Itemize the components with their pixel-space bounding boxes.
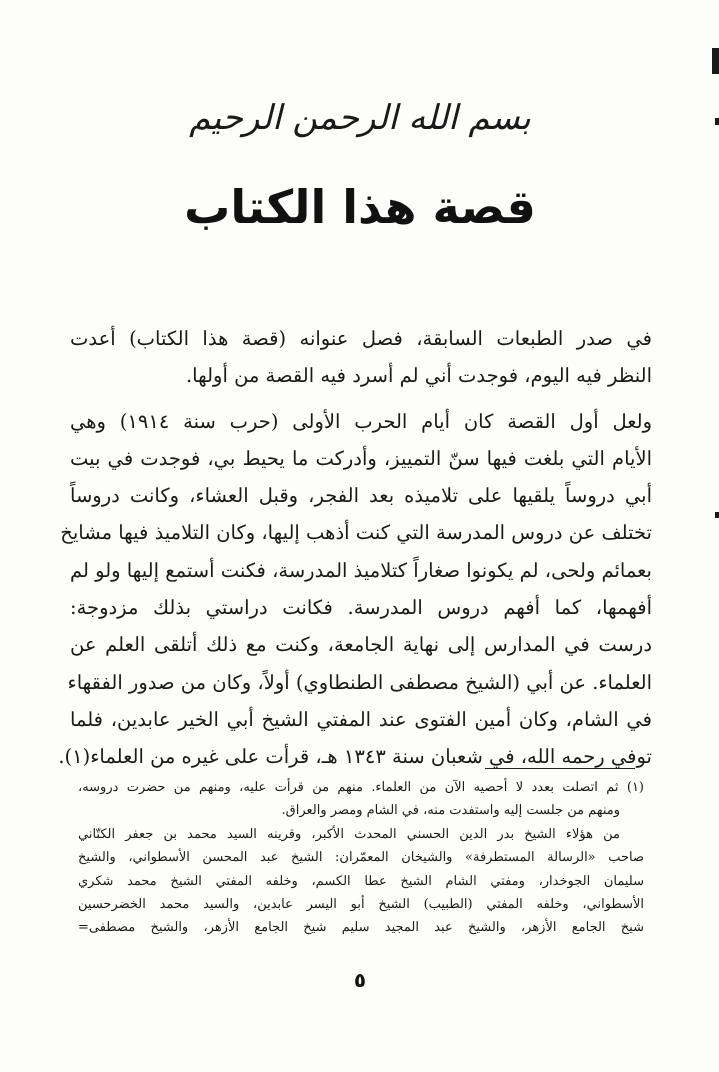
- body-line: بعمائم ولحى، لم يكونوا صغاراً كتلاميذ المدرسة، فكنت أستمع إليها ولو لم: [70, 558, 652, 582]
- footnote-line: صاحب «الرسالة المستطرفة» والشيخان المعمّران: الشيخ عبد المحسن الأسطواني، والشيخ: [78, 850, 644, 866]
- body-line: في الشام، وكان أمين الفتوى عند المفتي الشيخ أبي الخير عابدين، فلما: [70, 707, 652, 731]
- footnote-line: من هؤلاء الشيخ بدر الدين الحسني المحدث الأكبر، وقرينه السيد محمد بن جعفر الكتّاني: [78, 826, 620, 842]
- body-line: في صدر الطبعات السابقة، فصل عنوانه (قصة هذا الكتاب) أعدت: [70, 327, 652, 350]
- page-edge-mark: [712, 48, 719, 74]
- footnote-line: شيخ الجامع الأزهر، والشيخ عبد المجيد سليم شيخ الجامع الأزهر، والشيخ مصطفى=: [78, 920, 644, 936]
- body-line: الأيام التي بلغت فيها سنّ التمييز، وأدركت ما يحيط بي، فوجدت في بيت: [70, 446, 652, 470]
- page-edge-mark: [715, 118, 719, 125]
- footnote-line: الأسطواني، وخلفه المفتي (الطبيب) الشيخ أبو اليسر عابدين، والسيد محمد الخضرحسين: [78, 896, 644, 912]
- footnote-line: سليمان الجوخدار، ومفتي الشام الشيخ عطا الكسم، وخلفه المفتي الشيخ محمد شكري: [78, 873, 644, 889]
- body-line: درست في المدارس إلى نهاية الجامعة، وكنت مع ذلك أتلقى العلم عن: [70, 633, 652, 657]
- footnote-separator: [485, 768, 635, 769]
- page-number: ٥: [353, 968, 367, 992]
- body-line: العلماء. عن أبي (الشيخ مصطفى الطنطاوي) أولاً، وكان من صدور الفقهاء: [67, 670, 652, 694]
- body-line: النظر فيه اليوم، فوجدت أني لم أسرد فيه القصة من أولها.: [185, 364, 652, 388]
- footnote-line: ومنهم من جلست إليه واستفدت منه، في الشام ومصر والعراق.: [281, 803, 620, 819]
- body-text: [58, 320, 652, 776]
- body-line: أفهمها، كما أفهم دروس المدرسة. فكانت دراستي بذلك مزدوجة:: [70, 596, 652, 620]
- footnote-line: (١) ثم اتصلت بعدد لا أحصيه الآن من العلماء. منهم من قرأت عليه، ومنهم من حضرت دروسه،: [78, 780, 644, 795]
- footnotes: [78, 776, 644, 940]
- basmala-calligraphy: بسم الله الرحمن الرحيم: [189, 98, 531, 138]
- body-line: توفي رحمه الله، في شعبان سنة ١٣٤٣ هـ، قرأت على غيره من العلماء(١).: [58, 745, 652, 769]
- body-line: تختلف عن دروس المدرسة التي كنت أذهب إليها، وكان التلاميذ فيها مشايخ: [60, 521, 652, 545]
- body-line: أبي دروساً يلقيها على تلاميذه بعد الفجر، وقبل العشاء، وكانت دروساً: [70, 484, 652, 508]
- chapter-title: قصة هذا الكتاب: [184, 180, 536, 234]
- page-edge-mark: [715, 512, 719, 518]
- body-line: ولعل أول القصة كان أيام الحرب الأولى (حرب سنة ١٩١٤) وهي: [70, 409, 652, 433]
